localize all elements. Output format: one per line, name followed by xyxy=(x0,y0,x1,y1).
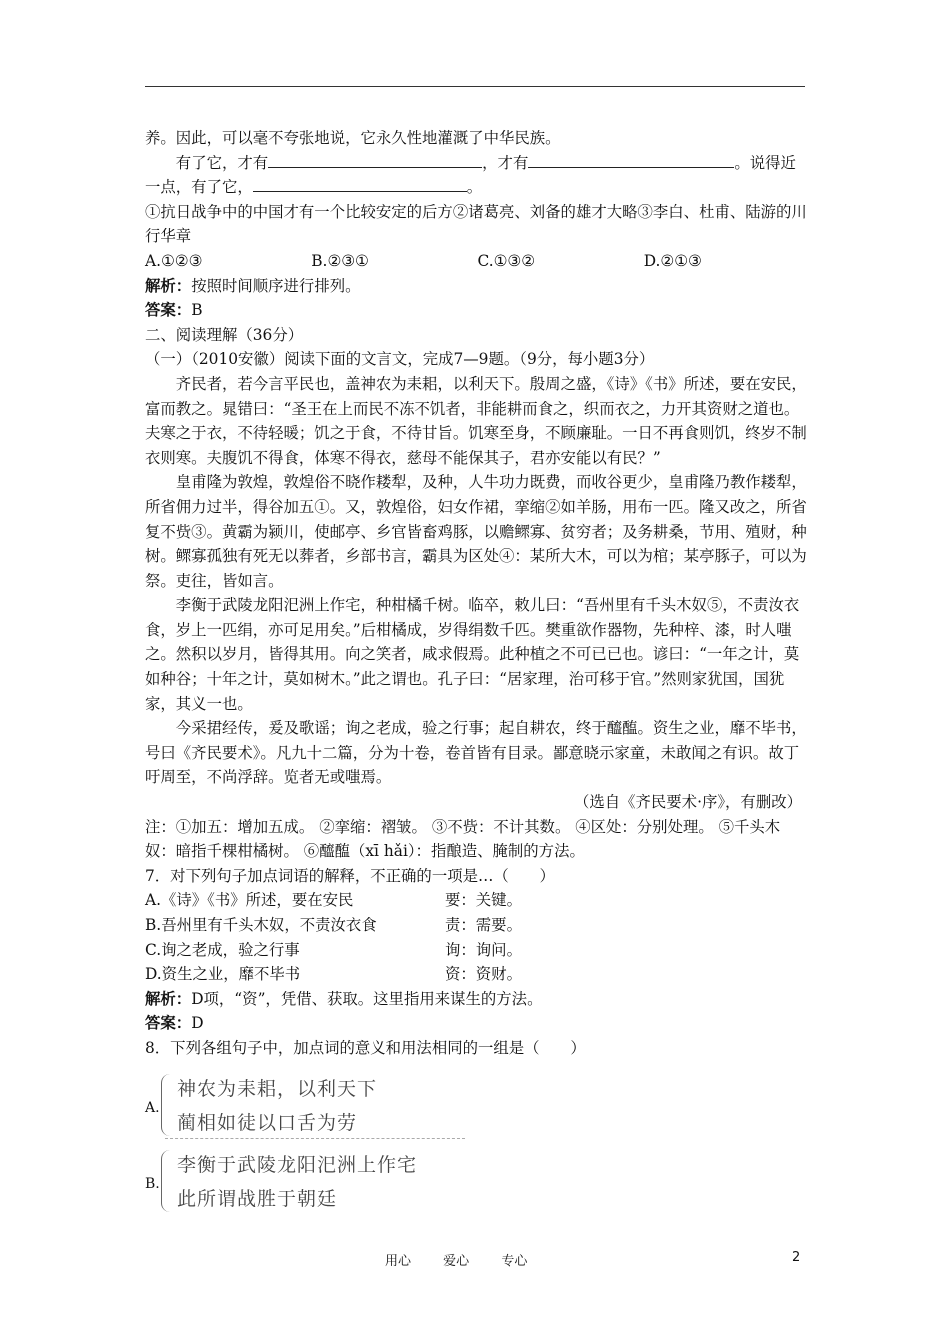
q6-analysis xyxy=(145,274,810,299)
brace-icon xyxy=(161,1074,170,1136)
q6-text: ，才有 xyxy=(482,153,529,172)
footer-item: 爱心 xyxy=(443,1254,470,1269)
q6-option-b: B.②③① xyxy=(311,251,369,270)
subsection-title: （一）（2010安徽）阅读下面的文言文，完成7—9题。（9分，每小题3分） xyxy=(145,350,655,369)
q6-text: 有了它，才有 xyxy=(175,153,269,172)
q8-stem: 8．下列各组句子中，加点词的意义和用法相同的一组是（ ） xyxy=(145,1038,586,1057)
analysis-text: 按照时间顺序进行排列。 xyxy=(191,276,361,295)
brace-icon xyxy=(161,1150,170,1212)
answer-label: 答案： xyxy=(145,1014,192,1033)
q7-gloss: 要：关键。 xyxy=(445,891,522,910)
q7-gloss: 询：询问。 xyxy=(445,940,522,959)
footer-motto xyxy=(385,1250,555,1269)
header-rule xyxy=(145,86,805,87)
q6-items: ①抗日战争中的中国才有一个比较安定的后方②诸葛亮、刘备的雄才大略③李白、杜甫、陆游的川行华章 xyxy=(145,202,807,246)
document-body xyxy=(145,126,810,1061)
analysis-text: D项，“资”，凭借、获取。这里指用来谋生的方法。 xyxy=(191,989,543,1008)
q7-analysis xyxy=(145,987,810,1012)
passage-source: （选自《齐民要术·序》，有删改） xyxy=(573,793,802,812)
q6-answer xyxy=(145,298,810,323)
q8-option-b xyxy=(145,1146,465,1216)
q6-option-c: C.①③② xyxy=(477,251,536,270)
q6-line2 xyxy=(145,175,810,200)
q7-option-row xyxy=(145,962,810,987)
q8-option-a-label: A. xyxy=(145,1100,160,1116)
q7-option-row xyxy=(145,888,810,913)
q7-gloss: 资：资财。 xyxy=(445,965,522,984)
analysis-label: 解析： xyxy=(145,989,192,1008)
q6-option-a: A.①②③ xyxy=(145,251,203,270)
q8-b-sentence: 此所谓战胜于朝廷 xyxy=(177,1188,338,1210)
answer-blank xyxy=(268,153,482,168)
q7-sentence: A.《诗》《书》所述，要在安民 xyxy=(145,891,354,910)
q6-text: 。 xyxy=(466,178,483,197)
answer-label: 答案： xyxy=(145,301,192,320)
q8-option-a xyxy=(145,1070,465,1140)
footer-item: 用心 xyxy=(385,1254,412,1269)
q6-option-d: D.②①③ xyxy=(643,251,702,270)
q7-option-row xyxy=(145,913,810,938)
passage-paragraph: 皇甫隆为敦煌，敦煌俗不晓作耧犁，及种，人牛功力既费，而收谷更少，皇甫隆乃教作耧犁，所省佣力过半，得谷加五①。又，敦煌俗，妇女作裙，挛缩②如羊肠，用布一匹。隆又改之，所省复不赀③。黄霸为颍川，使邮亭、乡官皆畜鸡豚，以赡鳏寡、贫穷者；及务耕桑，节用、殖财，种树。鳏寡孤独有死无以葬者，乡部书言，霸具为区处④：某所大木，可以为棺；某亭豚子，可以为祭。吏往，皆如言。 xyxy=(145,473,807,590)
answer-blank xyxy=(528,153,734,168)
q8-option-b-label: B. xyxy=(145,1176,160,1192)
q8-a-sentence: 蔺相如徒以口舌为劳 xyxy=(177,1112,358,1134)
divider xyxy=(165,1138,465,1139)
annotations: 注：①加五：增加五成。 ②挛缩：褶皱。 ③不赀：不计其数。 ④区处：分别处理。 ⑤千头木奴：暗指千棵柑橘树。 ⑥醯醢（xī hǎi）：指酿造、腌制的方法。 xyxy=(145,817,781,861)
analysis-label: 解析： xyxy=(145,276,192,295)
page-number: 2 xyxy=(792,1250,801,1265)
answer-text: D xyxy=(191,1014,204,1033)
q7-sentence: C.询之老成，验之行事 xyxy=(145,940,300,959)
footer-item: 专心 xyxy=(501,1254,528,1269)
q6-line1 xyxy=(145,151,810,176)
continuation-text: 养。因此，可以毫不夸张地说，它永久性地灌溉了中华民族。 xyxy=(145,129,561,147)
q8-a-sentence: 神农为耒耜，以利天下 xyxy=(177,1078,378,1100)
q7-stem: 7．对下列句子加点词语的解释，不正确的一项是…（ ） xyxy=(145,866,555,885)
answer-text: B xyxy=(191,301,203,320)
q7-answer xyxy=(145,1011,810,1036)
passage-paragraph: 齐民者，若今言平民也，盖神农为耒耜，以利天下。殷周之盛，《诗》《书》所述，要在安民，富而教之。晁错曰：“圣王在上而民不冻不饥者，非能耕而食之，织而衣之，力开其资财之道也。夫寒之于衣，不待轻暖；饥之于食，不待甘旨。饥寒至身，不顾廉耻。一日不再食则饥，终岁不制衣则寒。夫腹饥不得食，体寒不得衣，慈母不能保其子，君亦安能以有民？” xyxy=(145,374,807,467)
q6-options xyxy=(145,249,810,274)
answer-blank xyxy=(253,177,467,192)
q7-option-row xyxy=(145,938,810,963)
q7-sentence: D.资生之业，靡不毕书 xyxy=(145,965,301,984)
passage-paragraph: 李衡于武陵龙阳汜洲上作宅，种柑橘千树。临卒，敕儿曰：“吾州里有千头木奴⑤，不责汝衣食，岁上一匹绢，亦可足用矣。”后柑橘成，岁得绢数千匹。樊重欲作器物，先种梓、漆，时人嗤之。然积以岁月，皆得其用。向之笑者，咸求假焉。此种植之不可已已也。谚曰：“一年之计，莫如种谷；十年之计，莫如树木。”此之谓也。孔子曰：“居家理，治可移于官。”然则家犹国，国犹家，其义一也。 xyxy=(145,596,800,713)
q8-b-sentence: 李衡于武陵龙阳汜洲上作宅 xyxy=(177,1154,418,1176)
q6-text: 。说得近 xyxy=(734,153,796,172)
q6-text: 一点，有了它， xyxy=(145,178,253,197)
q7-gloss: 责：需要。 xyxy=(445,916,522,934)
q7-sentence: B.吾州里有千头木奴，不责汝衣食 xyxy=(145,916,377,934)
section-title: 二、阅读理解（36分） xyxy=(145,325,304,344)
passage-paragraph: 今采捃经传，爰及歌谣；询之老成，验之行事；起自耕农，终于醯醢。资生之业，靡不毕书，号曰《齐民要术》。凡九十二篇，分为十卷，卷首皆有目录。鄙意晓示家童，未敢闻之有识。故丁吁周至，不尚浮辞。览者无或嗤焉。 xyxy=(145,719,807,787)
